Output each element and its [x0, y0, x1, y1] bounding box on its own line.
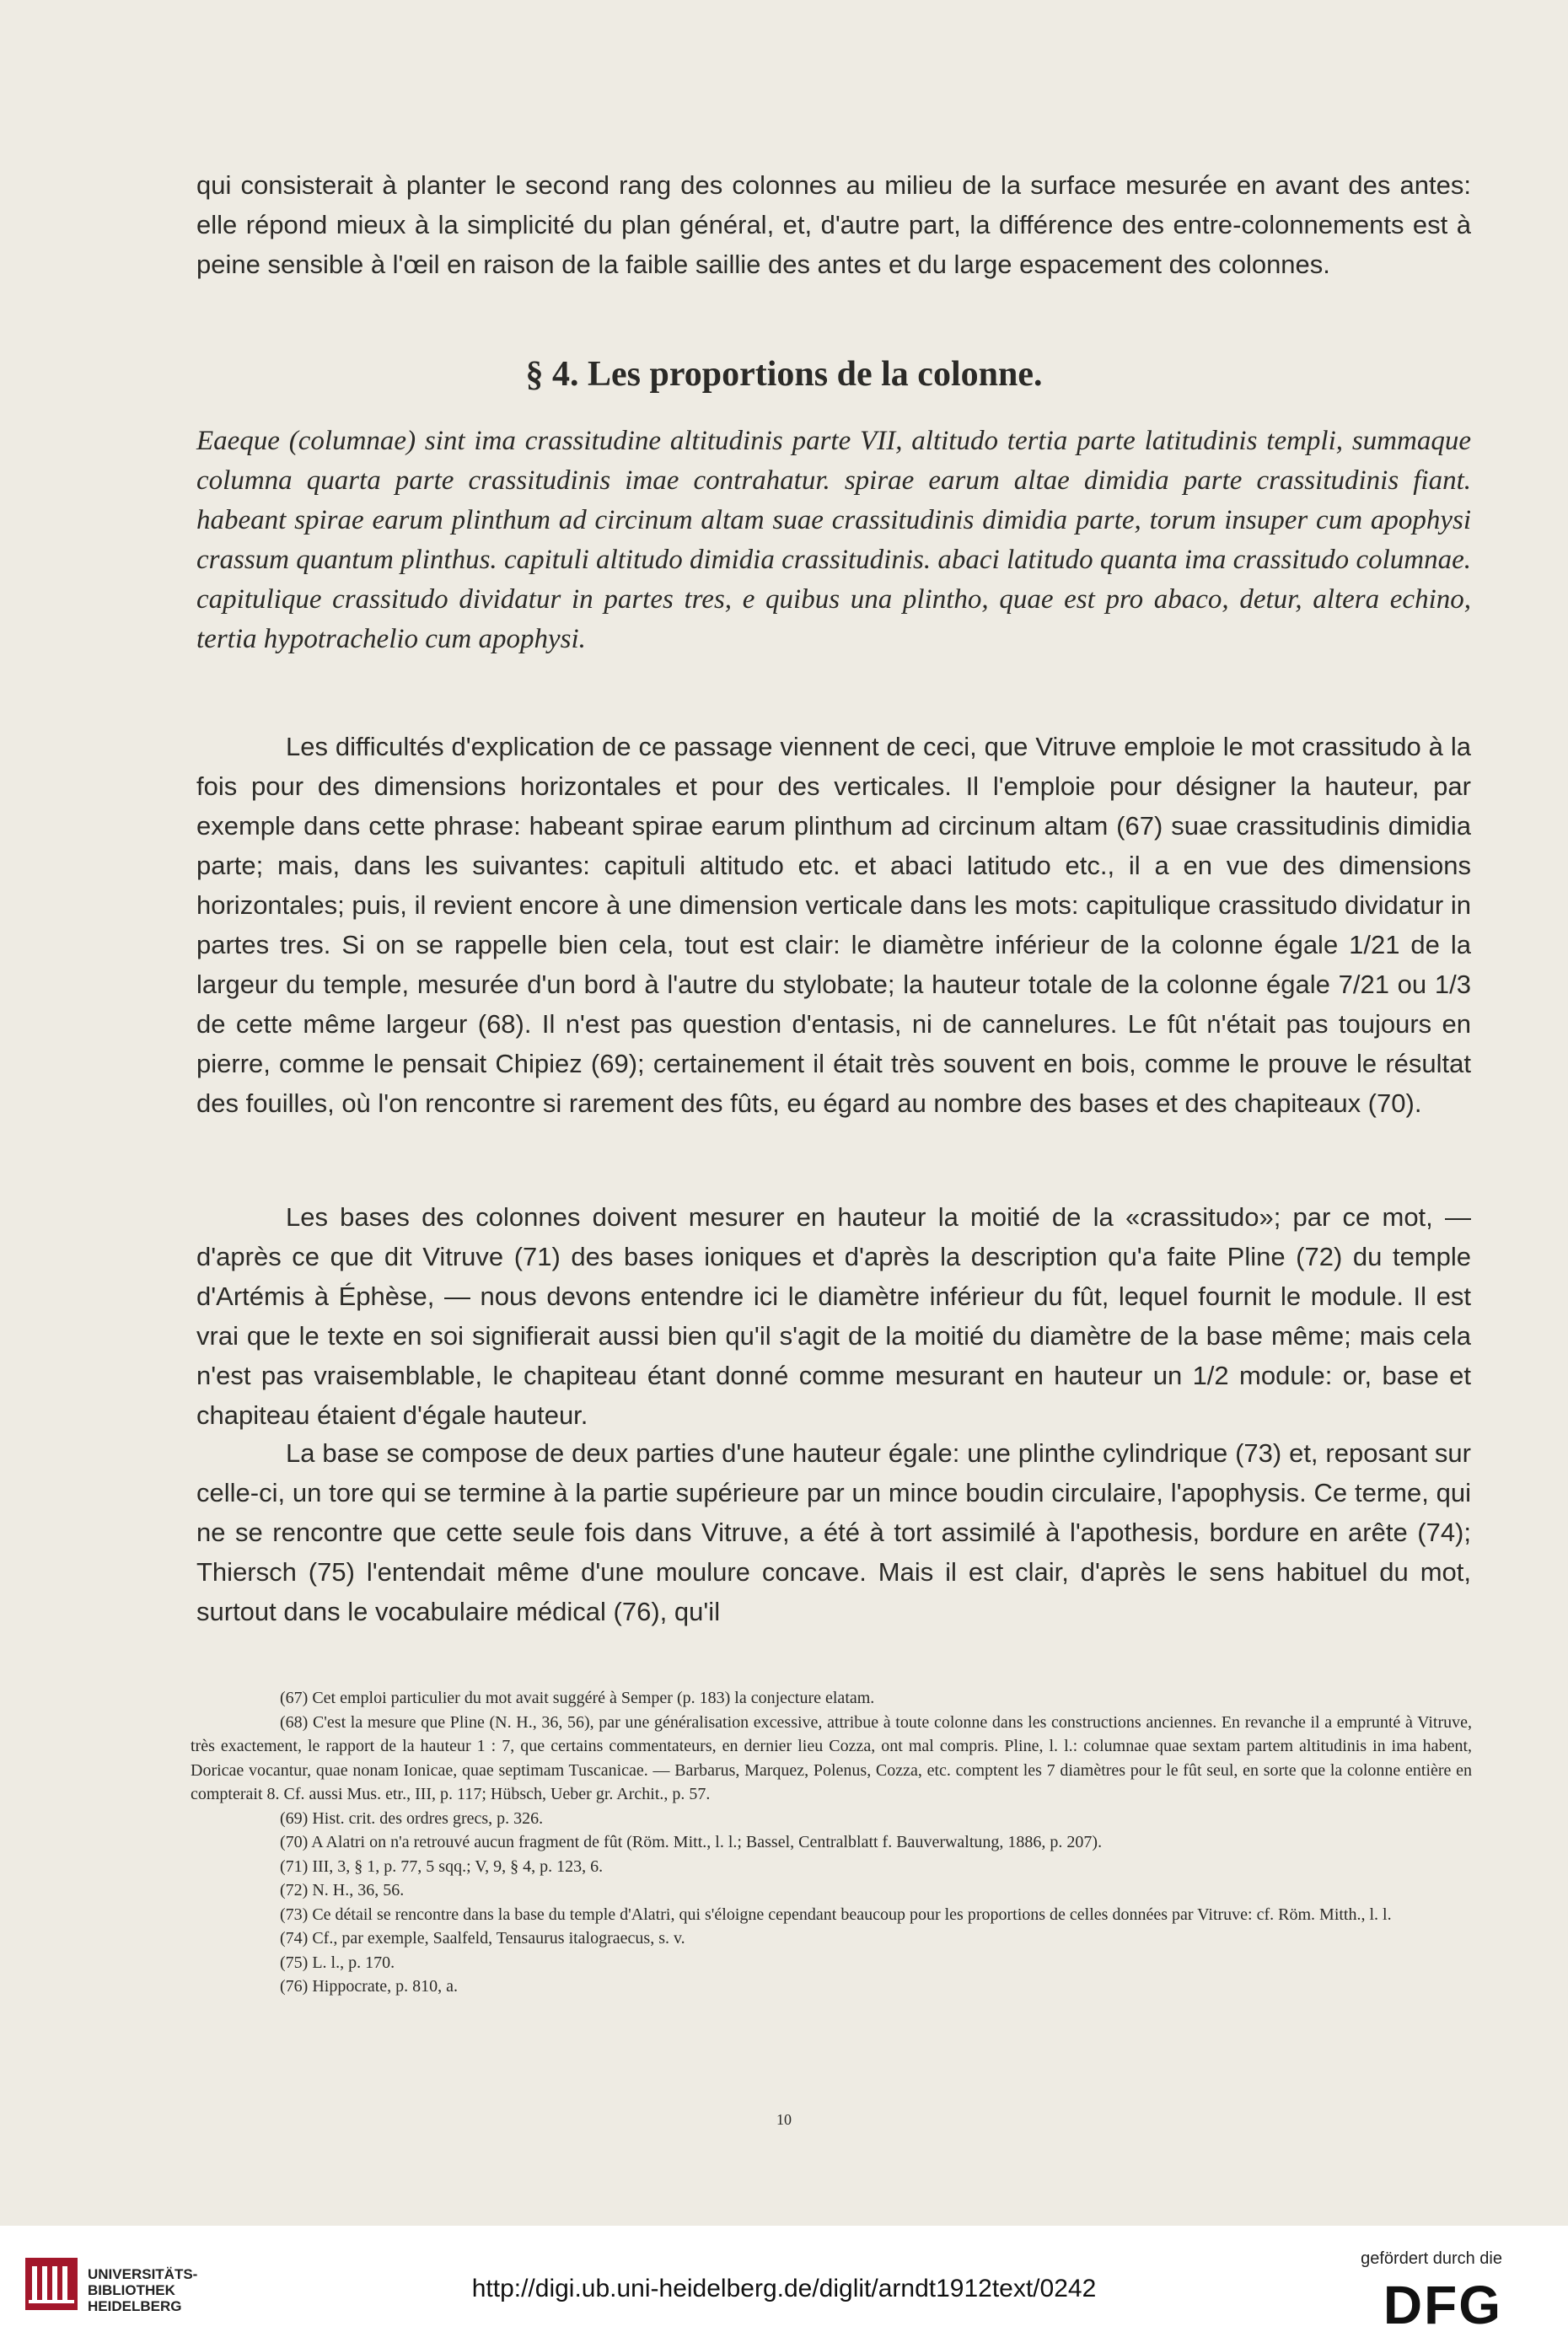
footnotes [191, 1686, 1472, 1999]
library-name-line1: UNIVERSITÄTS- [88, 2266, 198, 2282]
footnote-74: (74) Cf., par exemple, Saalfeld, Tensaurus italograecus, s. v. [280, 1929, 685, 1948]
permalink-url[interactable]: http://digi.ub.uni-heidelberg.de/diglit/arndt1912text/0242 [471, 2275, 1097, 2302]
library-name-line3: HEIDELBERG [88, 2298, 182, 2314]
footnote-71: (71) III, 3, § 1, p. 77, 5 sqq.; V, 9, § 4, p. 123, 6. [280, 1856, 604, 1876]
paragraph-2: Les bases des colonnes doivent mesurer en hauteur la moitié de la «crassitudo»; par ce mot, — d'après ce que dit Vitruve (71) des bases ioniques et d'après la description qu'a faite Pline (72) du temple d'Artémis à Éphèse, — nous devons entendre ici le diamètre inférieur du fût, lequel fournit le module. Il est vrai que le texte en soi signifierait aussi bien qu'il s'agit de la moitié du diamètre de la base même; mais cela n'est pas vraisemblable, le chapiteau étant donné comme mesurant en hauteur un 1/2 module: or, base et chapiteau étaient d'égale hauteur. [196, 1202, 1471, 1430]
intro-paragraph: qui consisterait à planter le second rang des colonnes au milieu de la surface mesurée en avant des antes: elle répond mieux à la simplicité du plan général, et, d'autre part, la différence des entre-colonnements est à peine sensible à l'œil en raison de la faible saillie des antes et du large espacement des colonnes. [196, 170, 1471, 279]
footnote-68: (68) C'est la mesure que Pline (N. H., 36, 56), par une généralisation excessive, attribue à toute colonne dans les constructions anciennes. En revanche il a emprunté à Vitruve, très exactement, le rapport de la hauteur 1 : 7, que certains commentateurs, en dernier lieu Cozza, ont mal compris. Pline, l. l.: columnae quae sextam partem altitudinis in ima habent, Doricae vocantur, quae nonam Ionicae, quae septimam Tuscanicae. — Barbarus, Marquez, Polenus, Cozza, etc. comptent les 7 diamètres pour le fût seul, en sorte que la colonne entière en compterait 8. Cf. aussi Mus. etr., III, p. 117; Hübsch, Ueber gr. Archit., p. 57. [191, 1712, 1472, 1803]
funding-caption: gefördert durch die [1361, 2249, 1502, 2268]
footnote-75: (75) L. l., p. 170. [280, 1953, 395, 1972]
footnote-70: (70) A Alatri on n'a retrouvé aucun fragment de fût (Röm. Mitt., l. l.; Bassel, Centralblatt f. Bauverwaltung, 1886, p. 207). [280, 1833, 1103, 1851]
viewer-footer [0, 2226, 1568, 2348]
library-name-line2: BIBLIOTHEK [88, 2282, 175, 2298]
paragraph-1: Les difficultés d'explication de ce passage viennent de ceci, que Vitruve emploie le mot crassitudo à la fois pour des dimensions horizontales et pour des verticales. Il l'emploie pour désigner la hauteur, par exemple dans cette phrase: habeant spirae earum plinthum ad circinum altam (67) suae crassitudinis dimidia parte; mais, dans les suivantes: capituli altitudo etc. et abaci latitudo etc., il a en vue des dimensions horizontales; puis, il revient encore à une dimension verticale dans les mots: capitulique crassitudo dividatur in partes tres. Si on se rappelle bien cela, tout est clair: le diamètre inférieur de la colonne égale 1/21 de la largeur du temple, mesurée d'un bord à l'autre du stylobate; la hauteur totale de la colonne égale 7/21 ou 1/3 de cette même largeur (68). Il n'est pas question d'entasis, ni de cannelures. Le fût n'était pas toujours en pierre, comme le pensait Chipiez (69); certainement il était très souvent en bois, comme le prouve le résultat des fouilles, où l'on rencontre si rarement des fûts, eu égard au nombre des bases et des chapiteaux (70). [196, 732, 1471, 1118]
paragraph-3: La base se compose de deux parties d'une hauteur égale: une plinthe cylindrique (73) et, reposant sur celle-ci, un tore qui se termine à la partie supérieure par un mince boudin circulaire, l'apophysis. Ce terme, qui ne se rencontre que cette seule fois dans Vitruve, a été à tort assimilé à l'apothesis, bordure en arête (74); Thiersch (75) l'entendait même d'une moulure concave. Mais il est clair, d'après le sens habituel du mot, surtout dans le vocabulaire médical (76), qu'il [196, 1438, 1471, 1626]
dfg-logo: DFG [1383, 2275, 1502, 2335]
footnote-76: (76) Hippocrate, p. 810, a. [280, 1977, 459, 1996]
footnote-69: (69) Hist. crit. des ordres grecs, p. 326. [280, 1808, 544, 1828]
footnote-67: (67) Cet emploi particulier du mot avait suggéré à Semper (p. 183) la conjecture elatam. [280, 1689, 875, 1707]
footnote-72: (72) N. H., 36, 56. [280, 1881, 405, 1899]
page-number: 10 [776, 2111, 792, 2128]
section-heading: § 4. Les proportions de la colonne. [525, 355, 1043, 394]
footnote-73: (73) Ce détail se rencontre dans la base du temple d'Alatri, qui s'éloigne cependant beaucoup pour les proportions de celles données par Vitruve: cf. Röm. Mitth., l. l. [280, 1905, 1392, 1924]
latin-quote: Eaeque (columnae) sint ima crassitudine altitudinis parte VII, altitudo tertia parte latitudinis templi, summaque columna quarta parte crassitudinis imae contrahatur. spirae earum altae dimidia parte crassitudinis fiant. habeant spirae earum plinthum ad circinum altam suae crassitudinis dimidia parte, torum insuper cum apophysi crassum quantum plinthus. capituli altitudo dimidia crassitudinis. abaci latitudo quanta ima crassitudo columnae. capitulique crassitudo dividatur in partes tres, e quibus una plintho, quae est pro abaco, detur, altera echino, tertia hypotrachelio cum apophysi. [196, 426, 1471, 654]
